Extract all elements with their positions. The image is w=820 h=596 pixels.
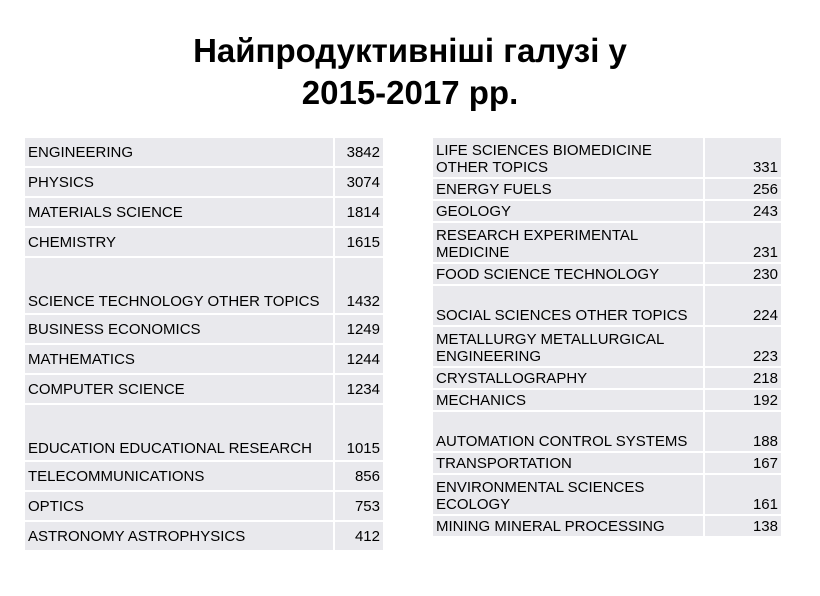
table-row [25, 492, 385, 522]
field-count: 192 [705, 390, 783, 412]
field-count: 3842 [335, 138, 385, 168]
title-line-2: 2015-2017 рр. [301, 74, 519, 111]
field-name: METALLURGY METALLURGICAL ENGINEERING [433, 327, 705, 368]
table-row [25, 375, 385, 405]
field-name: PHYSICS [25, 168, 335, 198]
field-count: 753 [335, 492, 385, 522]
field-name: CRYSTALLOGRAPHY [433, 368, 705, 390]
field-name: COMPUTER SCIENCE [25, 375, 335, 405]
field-count: 1234 [335, 375, 385, 405]
field-count: 412 [335, 522, 385, 552]
field-count: 230 [705, 264, 783, 286]
field-name: MECHANICS [433, 390, 705, 412]
table-row [25, 522, 385, 552]
field-count: 1244 [335, 345, 385, 375]
table-row [25, 138, 385, 168]
field-name: AUTOMATION CONTROL SYSTEMS [433, 412, 705, 453]
table-row [433, 201, 783, 223]
table-row [25, 462, 385, 492]
field-count: 1249 [335, 315, 385, 345]
field-count: 331 [705, 138, 783, 179]
field-count: 231 [705, 223, 783, 264]
field-name: BUSINESS ECONOMICS [25, 315, 335, 345]
field-name: RESEARCH EXPERIMENTAL MEDICINE [433, 223, 705, 264]
field-name: ENVIRONMENTAL SCIENCES ECOLOGY [433, 475, 705, 516]
field-name: ENERGY FUELS [433, 179, 705, 201]
table-row [433, 223, 783, 264]
table-row [25, 405, 385, 462]
field-count: 1015 [335, 405, 385, 462]
table-row [433, 475, 783, 516]
field-name: OPTICS [25, 492, 335, 522]
table-row [25, 198, 385, 228]
field-count: 3074 [335, 168, 385, 198]
left-fields-table [25, 138, 385, 552]
table-row [25, 168, 385, 198]
table-row [433, 390, 783, 412]
table-row [433, 412, 783, 453]
field-name: MINING MINERAL PROCESSING [433, 516, 705, 538]
field-name: SOCIAL SCIENCES OTHER TOPICS [433, 286, 705, 327]
field-count: 1432 [335, 258, 385, 315]
table-row [433, 516, 783, 538]
table-row [433, 264, 783, 286]
field-count: 223 [705, 327, 783, 368]
field-count: 188 [705, 412, 783, 453]
field-name: ENGINEERING [25, 138, 335, 168]
field-name: ASTRONOMY ASTROPHYSICS [25, 522, 335, 552]
table-row [433, 138, 783, 179]
table-row [25, 258, 385, 315]
field-count: 138 [705, 516, 783, 538]
field-name: TRANSPORTATION [433, 453, 705, 475]
field-count: 224 [705, 286, 783, 327]
field-name: CHEMISTRY [25, 228, 335, 258]
field-count: 856 [335, 462, 385, 492]
table-row [433, 327, 783, 368]
page-title [0, 30, 820, 114]
table-row [25, 228, 385, 258]
title-line-1: Найпродуктивніші галузі у [193, 32, 627, 69]
field-count: 161 [705, 475, 783, 516]
table-row [433, 453, 783, 475]
field-name: EDUCATION EDUCATIONAL RESEARCH [25, 405, 335, 462]
table-row [433, 179, 783, 201]
table-row [25, 315, 385, 345]
field-count: 243 [705, 201, 783, 223]
field-count: 218 [705, 368, 783, 390]
table-row [433, 286, 783, 327]
field-name: LIFE SCIENCES BIOMEDICINE OTHER TOPICS [433, 138, 705, 179]
field-count: 1814 [335, 198, 385, 228]
table-row [25, 345, 385, 375]
field-count: 256 [705, 179, 783, 201]
table-row [433, 368, 783, 390]
field-count: 1615 [335, 228, 385, 258]
field-count: 167 [705, 453, 783, 475]
field-name: TELECOMMUNICATIONS [25, 462, 335, 492]
right-fields-table [433, 138, 783, 538]
field-name: FOOD SCIENCE TECHNOLOGY [433, 264, 705, 286]
field-name: SCIENCE TECHNOLOGY OTHER TOPICS [25, 258, 335, 315]
field-name: MATERIALS SCIENCE [25, 198, 335, 228]
field-name: MATHEMATICS [25, 345, 335, 375]
field-name: GEOLOGY [433, 201, 705, 223]
